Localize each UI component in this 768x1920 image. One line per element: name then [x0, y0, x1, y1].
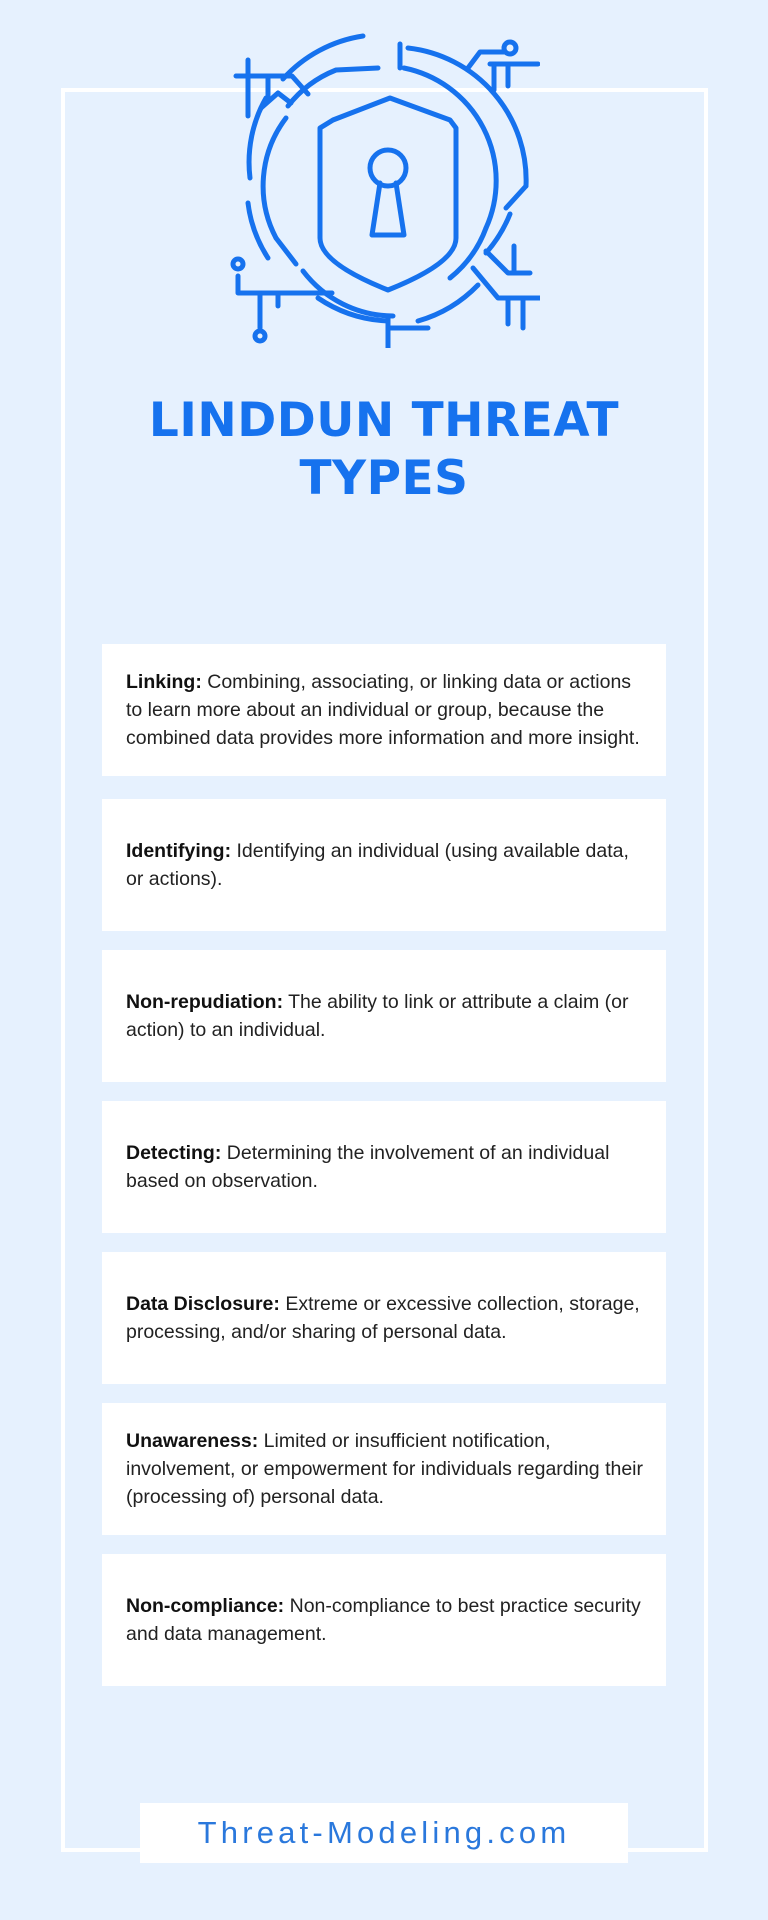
threat-description: The ability to link or attribute a claim (or action) to an individual.	[126, 991, 629, 1041]
threat-term: Unawareness:	[126, 1430, 259, 1452]
threat-description: Combining, associating, or linking data or actions to learn more about an individual or group, because the combined data provides more information and more insight.	[126, 671, 640, 749]
threat-description: Extreme or excessive collection, storage, processing, and/or sharing of personal data.	[126, 1293, 640, 1343]
threat-description: Identifying an individual (using available data, or actions).	[126, 840, 629, 890]
title-line-1: LINDDUN THREAT	[148, 393, 620, 448]
threat-card-non-repudiation	[102, 950, 666, 1082]
threat-card-detecting	[102, 1101, 666, 1233]
threat-description: Non-compliance to best practice security and data management.	[126, 1595, 641, 1645]
threat-term: Detecting:	[126, 1142, 222, 1164]
footer-site-banner	[140, 1803, 628, 1863]
threat-term: Non-repudiation:	[126, 991, 284, 1013]
threat-card-identifying	[102, 799, 666, 931]
threat-term: Data Disclosure:	[126, 1293, 280, 1315]
threat-description: Limited or insufficient notification, involvement, or empowerment for individuals regarding their (processing of) personal data.	[126, 1430, 643, 1508]
threat-term: Identifying:	[126, 840, 232, 862]
threat-card-non-compliance	[102, 1554, 666, 1686]
threat-description: Determining the involvement of an individual based on observation.	[126, 1142, 610, 1192]
title-line-2: TYPES	[299, 451, 469, 506]
threat-card-linking	[102, 644, 666, 776]
site-name: Threat-Modeling.com	[197, 1815, 571, 1850]
threat-card-data-disclosure	[102, 1252, 666, 1384]
page-title	[0, 392, 768, 508]
threat-term: Linking:	[126, 671, 202, 693]
threat-term: Non-compliance:	[126, 1595, 285, 1617]
shield-keyhole-circuit-icon	[228, 28, 540, 348]
threat-card-unawareness	[102, 1403, 666, 1535]
